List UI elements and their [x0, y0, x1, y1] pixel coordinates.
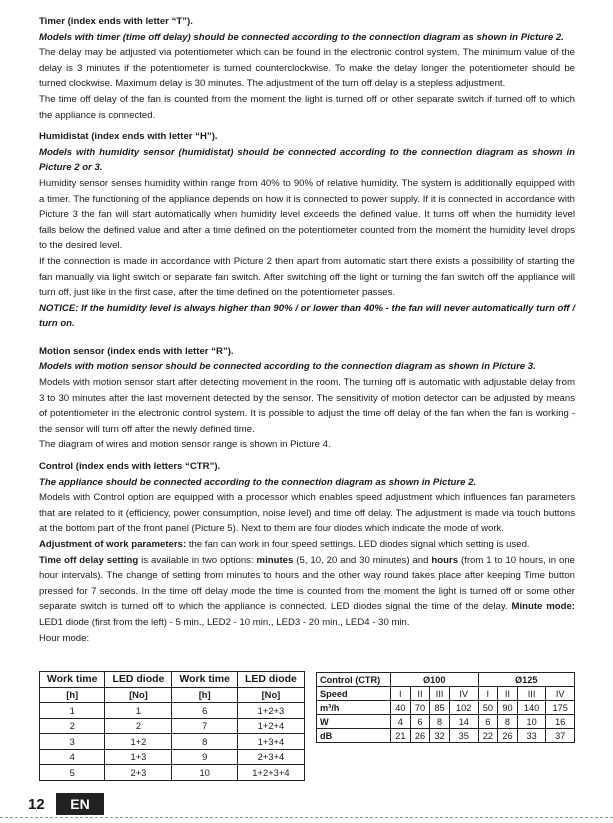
- table-cell: 10: [517, 715, 546, 729]
- motion-heading: Motion sensor (index ends with letter “R”).: [39, 345, 234, 357]
- table-cell: 4: [391, 715, 411, 729]
- humidistat-notice: NOTICE: If the humidity level is always higher than 90% / or lower than 40% - the fan will never automatically turn off / turn on.: [39, 302, 575, 330]
- table-cell: 6: [410, 715, 430, 729]
- table-cell: 1+2+3+4: [237, 765, 304, 781]
- motion-paragraph-2: The diagram of wires and motion sensor range is shown in Picture 4.: [39, 439, 331, 451]
- timer-paragraph-1: The delay may be adjusted via potentiometer which can be found in the electronic control system. The minimum value of the delay is 3 minutes if the potentiometer is turned counterclockwise. To make the delay longer the potentiometer should be turned clockwise. Maximum delay is 30 minutes. The adjustment of the turn off delay is a stepless adjustment.: [39, 47, 575, 90]
- table-cell: 33: [517, 729, 546, 743]
- row-label: m³/h: [317, 701, 391, 715]
- language-badge: EN: [56, 793, 104, 815]
- table-cell: 2+3+4: [237, 749, 304, 765]
- table-cell: 37: [546, 729, 575, 743]
- table-cell: 50: [478, 701, 498, 715]
- table-cell: 10: [172, 765, 237, 781]
- ctr-group-100: Ø100: [391, 673, 479, 687]
- table-cell: 32: [430, 729, 450, 743]
- row-label: W: [317, 715, 391, 729]
- table-cell: 90: [498, 701, 518, 715]
- control-time-off-paragraph: [39, 553, 575, 631]
- work-table-header: Work time: [172, 672, 237, 688]
- time-off-text-3: (from 1 to 10 hours, in one hour intervals). The change of setting from minutes to hours and the other way round takes place after keeping Time button pressed for 7 seconds. In the time off delay mode the time is counted from the moment the light is turned off or some other separate switch is turned off to which the appliance is connected. LED diodes signal the time of the delay.: [39, 554, 576, 613]
- control-instruction: The appliance should be connected according to the connection diagram as shown in Picture 2.: [39, 476, 477, 488]
- table-cell: 26: [498, 729, 518, 743]
- humidistat-paragraph-1: Humidity sensor senses humidity within range from 40% to 90% of relative humidity. The system is additionally equipped with a timer. The functioning of the appliance depends on how it is connected to power supply. If it is connected in accordance with Picture 3 the fan will start automatically when humidity level exceeds the defined value. It turns off when the humidity level falls below the defined value and after a time defined on the potentiometer counted from the moment the humidity level drops to the desired level.: [39, 177, 575, 252]
- table-cell: 175: [546, 701, 575, 715]
- control-paragraph-1: Models with Control option are equipped with a processor which enables speed adjustment which influences fan parameters that are related to it (efficiency, power consumption, noise level) and time off delay. The adjustment is made via touch buttons at the bottom part of the front panel (Picture 5). Next to them are four diodes which indicate the mode of work.: [39, 492, 575, 535]
- work-table-unit: [h]: [40, 687, 105, 703]
- speed-cell: II: [410, 687, 430, 701]
- table-cell: 40: [391, 701, 411, 715]
- time-off-text-2: (5, 10, 20 and 30 minutes) and: [293, 554, 432, 566]
- time-off-text-1: is available in two options:: [138, 554, 257, 566]
- table-cell: 21: [391, 729, 411, 743]
- humidistat-heading: Humidistat (index ends with letter “H”).: [39, 131, 218, 143]
- work-table-header: LED diode: [237, 672, 304, 688]
- minute-mode-label: Minute mode:: [511, 601, 576, 613]
- table-cell: 85: [430, 701, 450, 715]
- table-cell: 5: [40, 765, 105, 781]
- speed-cell: III: [517, 687, 546, 701]
- table-cell: 70: [410, 701, 430, 715]
- timer-heading: Timer (index ends with letter “T”).: [39, 16, 193, 27]
- speed-cell: IV: [546, 687, 575, 701]
- hours-label: hours: [431, 554, 459, 566]
- control-ctr-table: [316, 672, 575, 743]
- speed-cell: III: [430, 687, 450, 701]
- table-cell: 6: [478, 715, 498, 729]
- table-row: [40, 749, 305, 765]
- work-table-header: LED diode: [105, 672, 172, 688]
- table-cell: 8: [430, 715, 450, 729]
- table-cell: 22: [478, 729, 498, 743]
- table-cell: 35: [449, 729, 478, 743]
- table-cell: 1+2+3: [237, 703, 304, 719]
- speed-cell: II: [498, 687, 518, 701]
- time-off-label: Time off delay setting: [39, 554, 139, 566]
- humidistat-paragraph-2: If the connection is made in accordance with Picture 2 then apart from automatic start there exists a possibility of starting the fan manually via light switch or separate fan switch. After switching off the light or turning the fan switch off the appliance will turn off, just like in the first case, after the time defined on the potentiometer passes.: [39, 255, 575, 299]
- table-row: [40, 734, 305, 750]
- table-cell: 3: [40, 734, 105, 750]
- speed-cell: I: [478, 687, 498, 701]
- table-cell: 1: [105, 703, 172, 719]
- footer-divider: [0, 817, 613, 818]
- work-table-unit: [No]: [237, 687, 304, 703]
- table-cell: 1+2+4: [237, 718, 304, 734]
- table-cell: 16: [546, 715, 575, 729]
- table-cell: 14: [449, 715, 478, 729]
- speed-cell: IV: [449, 687, 478, 701]
- table-cell: 7: [172, 718, 237, 734]
- timer-instruction: Models with timer (time off delay) should be connected according to the connection diagram as shown in Picture 2.: [39, 31, 564, 43]
- timer-paragraph-2: The time off delay of the fan is counted from the moment the light is turned off or other separate switch if turned off to which the appliance is connected.: [39, 93, 575, 121]
- work-table-header: Work time: [40, 672, 105, 688]
- control-heading: Control (index ends with letters “CTR”).: [39, 461, 221, 473]
- table-cell: 1+3: [105, 749, 172, 765]
- humidistat-instruction: Models with humidity sensor (humidistat) should be connected according to the connection diagram as shown in Picture 2 or 3.: [39, 146, 575, 174]
- table-cell: 2+3: [105, 765, 172, 781]
- hour-mode-label: Hour mode:: [39, 632, 90, 644]
- ctr-table-corner: Control (CTR): [317, 673, 391, 687]
- table-cell: 1+3+4: [237, 734, 304, 750]
- table-cell: 9: [172, 749, 237, 765]
- row-label: dB: [317, 729, 391, 743]
- table-cell: 2: [40, 718, 105, 734]
- page-number: 12: [28, 796, 45, 813]
- table-row: [317, 729, 575, 743]
- table-row: [40, 765, 305, 781]
- table-cell: 4: [40, 749, 105, 765]
- motion-instruction: Models with motion sensor should be connected according to the connection diagram as shown in Picture 3.: [39, 361, 536, 373]
- hour-mode-table: [39, 671, 305, 781]
- control-adjustment-paragraph: [39, 537, 575, 553]
- minutes-label: minutes: [256, 554, 294, 566]
- table-cell: 1+2: [105, 734, 172, 750]
- manual-text-body: [39, 14, 575, 646]
- motion-paragraph-1: Models with motion sensor start after detecting movement in the room. The turning off is automatic with adjustable delay from 3 to 30 minutes after the last movement detected by the sensor. The sensitivity of motion detector can be adjusted by means of potentiometer in the electronic control system. It is possible to adjust the time off delay of the fan when the fan is working - the sensor will turn off after the newly defined time.: [39, 377, 575, 435]
- table-cell: 26: [410, 729, 430, 743]
- work-table-unit: [No]: [105, 687, 172, 703]
- table-cell: 8: [498, 715, 518, 729]
- table-cell: 6: [172, 703, 237, 719]
- table-cell: 2: [105, 718, 172, 734]
- table-cell: 140: [517, 701, 546, 715]
- table-row: [317, 701, 575, 715]
- table-cell: 102: [449, 701, 478, 715]
- table-row: [40, 718, 305, 734]
- table-row: [317, 715, 575, 729]
- table-cell: 1: [40, 703, 105, 719]
- ctr-group-125: Ø125: [478, 673, 575, 687]
- ctr-speed-label: Speed: [317, 687, 391, 701]
- adjustment-label: Adjustment of work parameters:: [39, 539, 187, 550]
- table-cell: 8: [172, 734, 237, 750]
- speed-cell: I: [391, 687, 411, 701]
- adjustment-text: the fan can work in four speed settings. LED diodes signal which setting is used.: [186, 539, 530, 550]
- minute-mode-text: LED1 diode (first from the left) - 5 min., LED2 - 10 min., LED3 - 20 min., LED4 - 30 min.: [39, 616, 410, 628]
- table-row: [40, 703, 305, 719]
- work-table-unit: [h]: [172, 687, 237, 703]
